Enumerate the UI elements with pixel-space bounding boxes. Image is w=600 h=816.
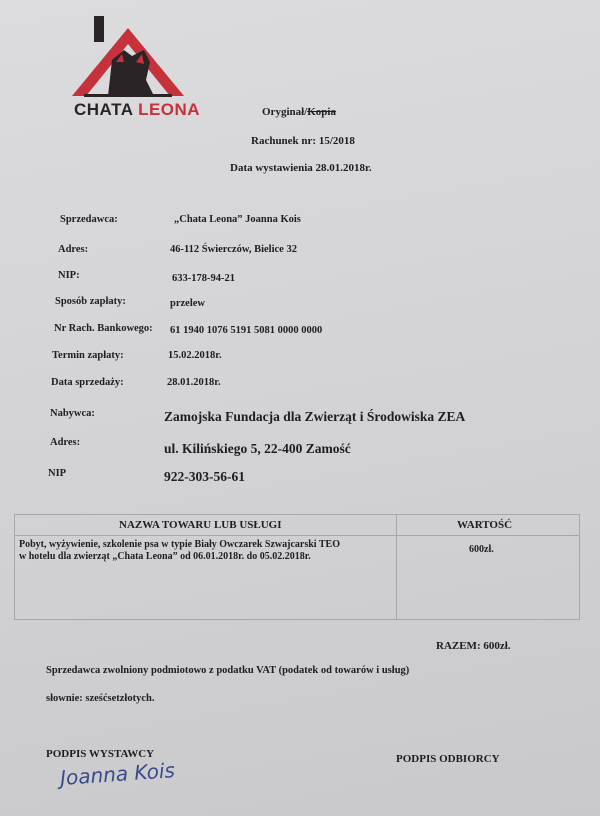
logo-text-part1: CHATA xyxy=(74,100,139,119)
buyer-address-value: ul. Kilińskiego 5, 22-400 Zamość xyxy=(164,441,351,456)
issue-date: Data wystawienia 28.01.2018r. xyxy=(230,162,372,174)
original-label: Oryginał/ xyxy=(262,106,308,118)
table-column-divider xyxy=(396,515,397,619)
seller-nip-label: NIP: xyxy=(58,270,80,281)
buyer-nip-label: NIP xyxy=(48,468,67,479)
vat-exemption-note: Sprzedawca zwolniony podmiotowo z podatku VAT (podatek od towarów i usług) xyxy=(46,665,410,676)
item-description-line2: w hotelu dla zwierząt „Chata Leona” od 06.01.2018r. do 05.02.2018r. xyxy=(19,551,311,562)
payment-method-value: przelew xyxy=(170,298,205,309)
column-header-name: NAZWA TOWARU LUB USŁUGI xyxy=(119,519,282,531)
item-description-line1: Pobyt, wyżywienie, szkolenie psa w typie Biały Owczarek Szwajcarski TEO xyxy=(19,539,341,550)
buyer-label: Nabywca: xyxy=(50,408,95,419)
original-copy-line xyxy=(262,106,336,118)
seller-label: Sprzedawca: xyxy=(60,214,118,225)
table-header-divider xyxy=(15,535,579,536)
seller-address-label: Adres: xyxy=(58,244,89,255)
bank-account-value: 61 1940 1076 5191 5081 0000 0000 xyxy=(170,325,323,336)
invoice-number: Rachunek nr: 15/2018 xyxy=(251,135,355,147)
receiver-signature-label: PODPIS ODBIORCY xyxy=(396,753,500,765)
seller-address-value: 46-112 Świerczów, Bielice 32 xyxy=(170,244,297,255)
amount-in-words xyxy=(46,693,154,704)
buyer-nip-value: 922-303-56-61 xyxy=(164,469,245,484)
column-header-value: WARTOŚĆ xyxy=(457,519,513,531)
total-amount: RAZEM: 600zł. xyxy=(436,640,511,652)
sale-date-value: 28.01.2018r. xyxy=(167,377,221,388)
buyer-address-label: Adres: xyxy=(50,437,81,448)
amount-in-words-label: słownie: xyxy=(46,693,83,704)
item-value: 600zł. xyxy=(469,544,494,555)
items-table xyxy=(14,514,580,620)
handwritten-signature: Joanna Kois xyxy=(59,758,176,790)
copy-label: Kopia xyxy=(307,106,336,118)
seller-nip-value: 633-178-94-21 xyxy=(172,273,235,284)
sale-date-label: Data sprzedaży: xyxy=(51,377,124,388)
payment-method-label: Sposób zapłaty: xyxy=(55,296,126,307)
due-date-value: 15.02.2018r. xyxy=(168,350,222,361)
buyer-value: Zamojska Fundacja dla Zwierząt i Środowiska ZEA xyxy=(164,409,466,424)
issuer-signature-label: PODPIS WYSTAWCY xyxy=(46,748,155,760)
logo-text xyxy=(74,100,200,120)
seller-value: „Chata Leona” Joanna Kois xyxy=(174,214,301,225)
bank-account-label: Nr Rach. Bankowego: xyxy=(54,323,153,334)
due-date-label: Termin zapłaty: xyxy=(52,350,124,361)
logo-text-part2: LEONA xyxy=(138,100,201,119)
amount-in-words-value: sześćsetzłotych. xyxy=(85,693,155,704)
